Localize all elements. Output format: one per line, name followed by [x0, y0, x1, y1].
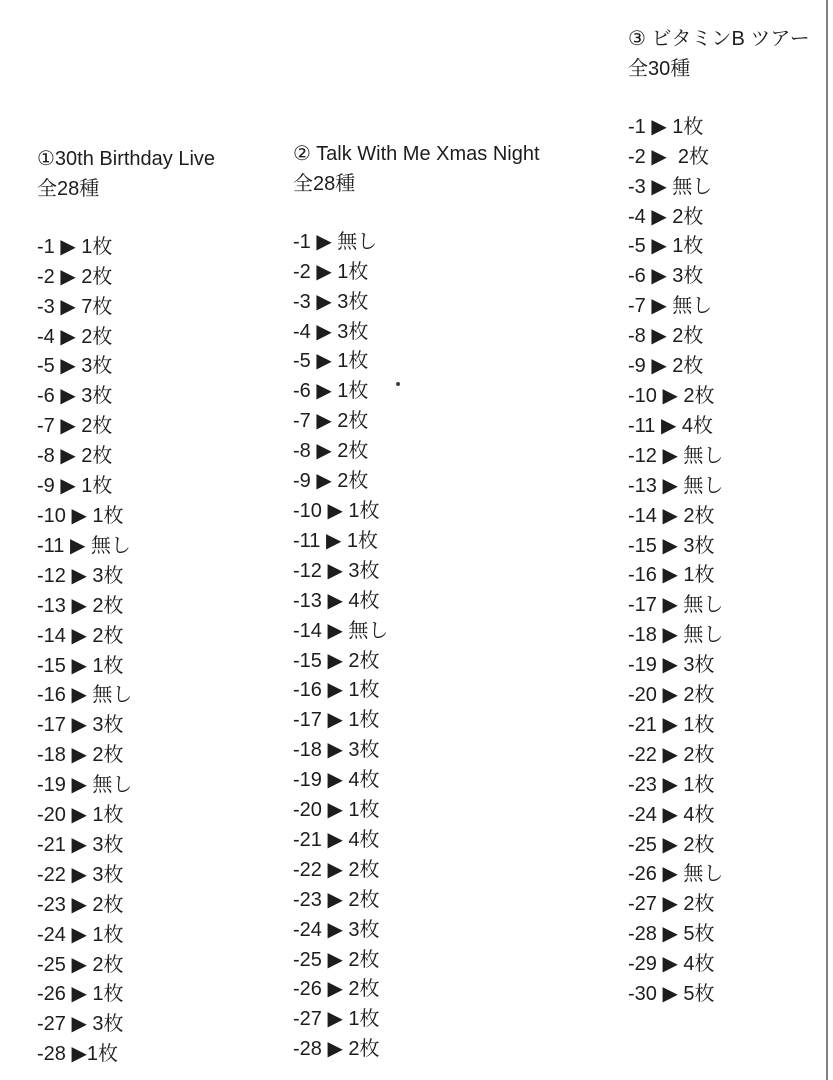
- list-item: -18 ▶ 無し: [628, 624, 724, 647]
- list-item: -17 ▶ 無し: [628, 594, 724, 617]
- list-item: -5 ▶ 1枚: [628, 235, 704, 258]
- list-item: -17 ▶ 3枚: [37, 714, 124, 737]
- list-item: -22 ▶ 2枚: [628, 743, 715, 766]
- list-item: -8 ▶ 2枚: [293, 440, 369, 463]
- list-item: -23 ▶ 2枚: [293, 888, 380, 911]
- list-item: -25 ▶ 2枚: [628, 833, 715, 856]
- list-item: -27 ▶ 2枚: [628, 893, 715, 916]
- list-item: -8 ▶ 2枚: [628, 325, 704, 348]
- column-30th-birthday-live: [37, 145, 215, 1070]
- list-item: -22 ▶ 3枚: [37, 863, 124, 886]
- list-item: -27 ▶ 3枚: [37, 1013, 124, 1036]
- list-item: -12 ▶ 無し: [628, 444, 724, 467]
- list-item: -12 ▶ 3枚: [37, 564, 124, 587]
- list-item: -6 ▶ 3枚: [628, 265, 704, 288]
- list-item: -1 ▶ 1枚: [37, 235, 113, 258]
- list-item: -9 ▶ 2枚: [628, 355, 704, 378]
- list-item: -20 ▶ 2枚: [628, 684, 715, 707]
- list-item: -26 ▶ 1枚: [37, 983, 124, 1006]
- list-item: -17 ▶ 1枚: [293, 709, 380, 732]
- list-item: -2 ▶ 1枚: [293, 260, 369, 283]
- page-right-border: [826, 0, 828, 1080]
- list-item: -7 ▶ 2枚: [293, 410, 369, 433]
- list-item: -10 ▶ 1枚: [293, 499, 380, 522]
- list-item: -2 ▶ 2枚: [37, 265, 113, 288]
- column-total-count: 全28種: [37, 177, 100, 200]
- column-total-count: 全30種: [628, 57, 691, 80]
- list-item: -24 ▶ 3枚: [293, 918, 380, 941]
- column-title: ③ ビタミンB ツアー: [628, 28, 810, 50]
- list-item: -21 ▶ 1枚: [628, 713, 715, 736]
- list-item: -16 ▶ 1枚: [628, 564, 715, 587]
- list-item: -20 ▶ 1枚: [37, 804, 124, 827]
- column-talk-with-me-xmas-night: [293, 140, 540, 1065]
- list-item: -24 ▶ 1枚: [37, 923, 124, 946]
- list-item: -25 ▶ 2枚: [37, 953, 124, 976]
- list-item: -6 ▶ 3枚: [37, 385, 113, 408]
- list-item: -20 ▶ 1枚: [293, 799, 380, 822]
- list-item: -11 ▶ 4枚: [628, 414, 714, 437]
- column-title: ② Talk With Me Xmas Night: [293, 143, 540, 165]
- list-item: -2 ▶ 2枚: [628, 145, 709, 168]
- list-item: -15 ▶ 3枚: [628, 534, 715, 557]
- list-item: -26 ▶ 2枚: [293, 978, 380, 1001]
- list-item: -1 ▶ 無し: [293, 230, 378, 253]
- list-item: -3 ▶ 無し: [628, 175, 713, 198]
- list-item: -19 ▶ 4枚: [293, 769, 380, 792]
- list-item: -5 ▶ 1枚: [293, 350, 369, 373]
- list-item: -8 ▶ 2枚: [37, 445, 113, 468]
- list-item: -28 ▶ 2枚: [293, 1038, 380, 1061]
- list-item: -16 ▶ 無し: [37, 684, 133, 707]
- list-item: -14 ▶ 2枚: [37, 624, 124, 647]
- list-item: -6 ▶ 1枚: [293, 380, 369, 403]
- stray-dot-mark: [396, 382, 400, 386]
- list-item: -4 ▶ 3枚: [293, 320, 369, 343]
- list-item: -26 ▶ 無し: [628, 863, 724, 886]
- column-title: ①30th Birthday Live: [37, 148, 216, 170]
- item-list: [293, 228, 540, 1065]
- list-item: -3 ▶ 7枚: [37, 295, 113, 318]
- list-item: -10 ▶ 1枚: [37, 504, 124, 527]
- list-item: -29 ▶ 4枚: [628, 953, 715, 976]
- list-item: -4 ▶ 2枚: [628, 205, 704, 228]
- list-item: -21 ▶ 3枚: [37, 833, 124, 856]
- list-item: -13 ▶ 無し: [628, 474, 724, 497]
- list-item: -1 ▶ 1枚: [628, 115, 704, 138]
- list-item: -22 ▶ 2枚: [293, 858, 380, 881]
- list-item: -25 ▶ 2枚: [293, 948, 380, 971]
- list-item: -15 ▶ 1枚: [37, 654, 124, 677]
- item-list: [628, 113, 810, 1010]
- list-item: -23 ▶ 1枚: [628, 773, 715, 796]
- list-item: -7 ▶ 2枚: [37, 415, 113, 438]
- list-item: -28 ▶ 5枚: [628, 923, 715, 946]
- list-item: -14 ▶ 無し: [293, 619, 389, 642]
- item-list: [37, 233, 215, 1070]
- list-item: -13 ▶ 2枚: [37, 594, 124, 617]
- list-item: -23 ▶ 2枚: [37, 893, 124, 916]
- list-item: -15 ▶ 2枚: [293, 649, 380, 672]
- list-item: -27 ▶ 1枚: [293, 1008, 380, 1031]
- list-item: -12 ▶ 3枚: [293, 559, 380, 582]
- list-item: -10 ▶ 2枚: [628, 384, 715, 407]
- list-item: -30 ▶ 5枚: [628, 983, 715, 1006]
- list-item: -11 ▶ 無し: [37, 534, 131, 557]
- list-item: -19 ▶ 無し: [37, 774, 133, 797]
- list-item: -11 ▶ 1枚: [293, 529, 379, 552]
- list-item: -5 ▶ 3枚: [37, 355, 113, 378]
- list-item: -16 ▶ 1枚: [293, 679, 380, 702]
- list-item: -7 ▶ 無し: [628, 295, 713, 318]
- list-item: -18 ▶ 2枚: [37, 744, 124, 767]
- column-vitamin-b-tour: [628, 25, 810, 1010]
- list-item: -18 ▶ 3枚: [293, 739, 380, 762]
- list-item: -9 ▶ 1枚: [37, 475, 113, 498]
- list-item: -24 ▶ 4枚: [628, 803, 715, 826]
- list-item: -14 ▶ 2枚: [628, 504, 715, 527]
- list-item: -4 ▶ 2枚: [37, 325, 113, 348]
- list-item: -9 ▶ 2枚: [293, 470, 369, 493]
- list-item: -21 ▶ 4枚: [293, 828, 380, 851]
- list-item: -3 ▶ 3枚: [293, 290, 369, 313]
- list-item: -28 ▶1枚: [37, 1043, 118, 1066]
- list-item: -19 ▶ 3枚: [628, 654, 715, 677]
- list-item: -13 ▶ 4枚: [293, 589, 380, 612]
- column-total-count: 全28種: [293, 172, 356, 195]
